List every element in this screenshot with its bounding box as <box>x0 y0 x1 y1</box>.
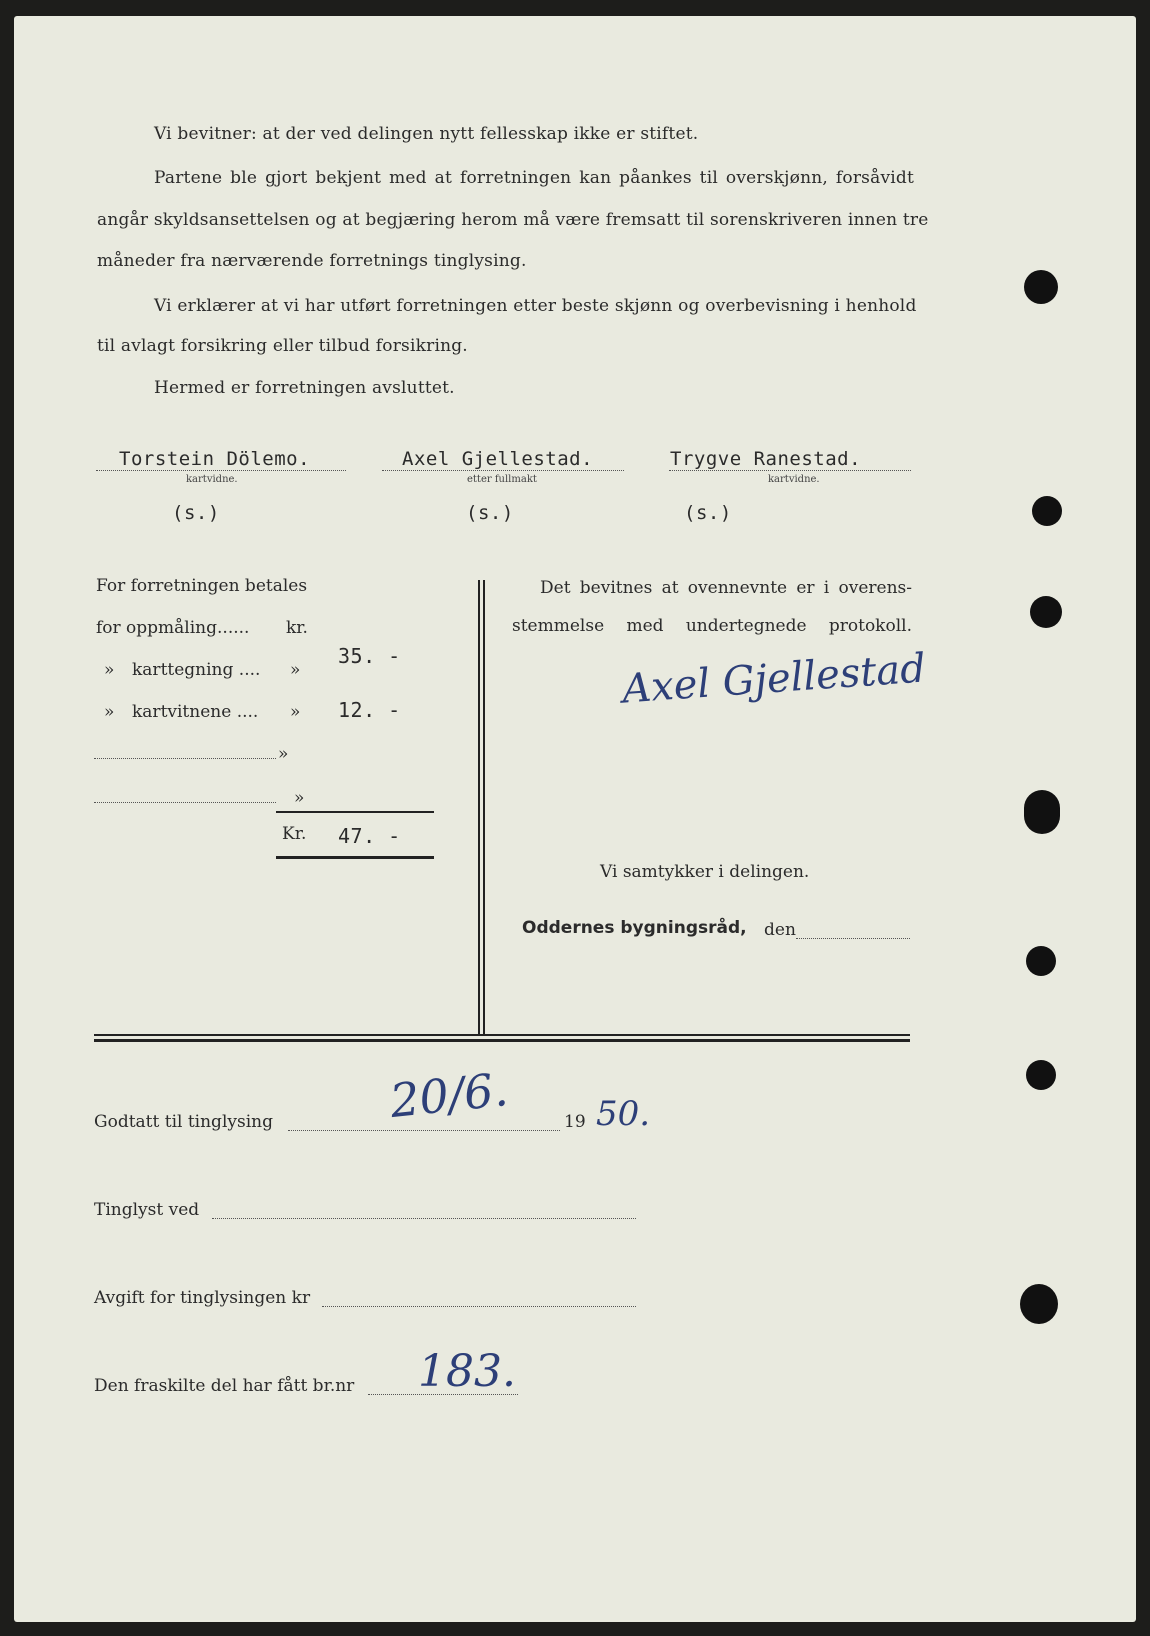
fee-row-2-label: karttegning .... <box>132 660 261 680</box>
paragraph-2-line-2: angår skyldsansettelsen og at begjæring herom må være fremsatt til sorenskriveren innen tre <box>97 210 929 230</box>
council-name: Oddernes bygningsråd, <box>522 918 747 938</box>
paragraph-2-line-1: Partene ble gjort bekjent med at forretningen kan påankes til overskjønn, forsåvidt <box>154 168 914 188</box>
year-suffix: 50. <box>596 1094 651 1134</box>
paragraph-3-line-1: Vi erklærer at vi har utført forretningen etter beste skjønn og overbevisning i henhold <box>154 296 917 316</box>
fee-row-3-label: kartvitnene .... <box>132 702 259 722</box>
certification-line-1: Det bevitnes at ovennevnte er i overens- <box>540 578 912 598</box>
column-divider-left <box>478 580 480 1034</box>
accepted-date: 20/6. <box>387 1061 511 1129</box>
punch-hole-icon <box>1026 946 1056 976</box>
signature-role-2: etter fullmakt <box>467 474 537 485</box>
signature-name-3: Trygve Ranestad. <box>670 448 862 470</box>
signature-name-2: Axel Gjellestad. <box>402 448 594 470</box>
punch-hole-icon <box>1024 270 1058 304</box>
fee-row-1-unit: kr. <box>286 618 308 638</box>
signature-role-1: kartvidne. <box>186 474 238 485</box>
total-label: Kr. <box>282 824 307 844</box>
fee-row-3-unit: » <box>290 702 301 722</box>
paragraph-2-line-3: måneder fra nærværende forretnings tinglysing. <box>97 251 527 271</box>
fee-row-5-line <box>94 802 276 803</box>
fee-row-1-label: for oppmåling...... <box>96 618 250 638</box>
signature-mark-2: (s.) <box>466 502 514 524</box>
signature-name-1: Torstein Dölemo. <box>119 448 311 470</box>
consent-text: Vi samtykker i delingen. <box>600 862 810 882</box>
fee-row-3-amount: 12. - <box>338 698 401 722</box>
signature-line-3 <box>669 470 911 471</box>
certification-line-2: stemmelse med undertegnede protokoll. <box>512 616 912 636</box>
fees-heading: For forretningen betales <box>96 576 308 596</box>
fee-row-2-unit: » <box>290 660 301 680</box>
punch-hole-icon <box>1020 1284 1058 1324</box>
column-divider-right <box>483 580 485 1034</box>
paragraph-3-line-2: til avlagt forsikring eller tilbud forsikring. <box>97 336 468 356</box>
signature-mark-1: (s.) <box>172 502 220 524</box>
fee-row-3-prefix: » <box>104 702 115 722</box>
council-den: den <box>764 920 796 940</box>
punch-hole-icon <box>1026 1060 1056 1090</box>
fee-line <box>322 1306 636 1307</box>
total-rule-top <box>276 811 434 813</box>
accepted-label: Godtatt til tinglysing <box>94 1112 273 1132</box>
year-prefix: 19 <box>564 1112 586 1132</box>
total-amount: 47. - <box>338 824 401 848</box>
signature-line-2 <box>382 470 624 471</box>
fee-row-2-prefix: » <box>104 660 115 680</box>
punch-hole-icon <box>1032 496 1062 526</box>
fee-row-2-amount: 35. - <box>338 644 401 668</box>
fee-row-4-unit: » <box>278 744 289 764</box>
section-rule-bottom <box>94 1039 910 1042</box>
punch-hole-icon <box>1030 596 1062 628</box>
certification-signature: Axel Gjellestad <box>620 645 928 713</box>
paragraph-1: Vi bevitner: at der ved delingen nytt fellesskap ikke er stiftet. <box>154 124 699 144</box>
paragraph-4: Hermed er forretningen avsluttet. <box>154 378 455 398</box>
brnr-label: Den fraskilte del har fått br.nr <box>94 1376 355 1396</box>
total-rule-bottom <box>276 856 434 859</box>
section-rule-top <box>94 1034 910 1036</box>
fee-row-5-unit: » <box>294 788 305 808</box>
signature-role-3: kartvidne. <box>768 474 820 485</box>
registered-label: Tinglyst ved <box>94 1200 200 1220</box>
fee-row-4-line <box>94 758 276 759</box>
punch-hole-icon <box>1024 790 1060 834</box>
signature-mark-3: (s.) <box>684 502 732 524</box>
signature-line-1 <box>96 470 346 471</box>
fee-label: Avgift for tinglysingen kr <box>94 1288 311 1308</box>
council-date-line <box>796 938 910 939</box>
accepted-date-line <box>288 1130 560 1131</box>
document-page <box>14 16 1136 1622</box>
registered-line <box>212 1218 636 1219</box>
brnr-value: 183. <box>418 1346 516 1397</box>
